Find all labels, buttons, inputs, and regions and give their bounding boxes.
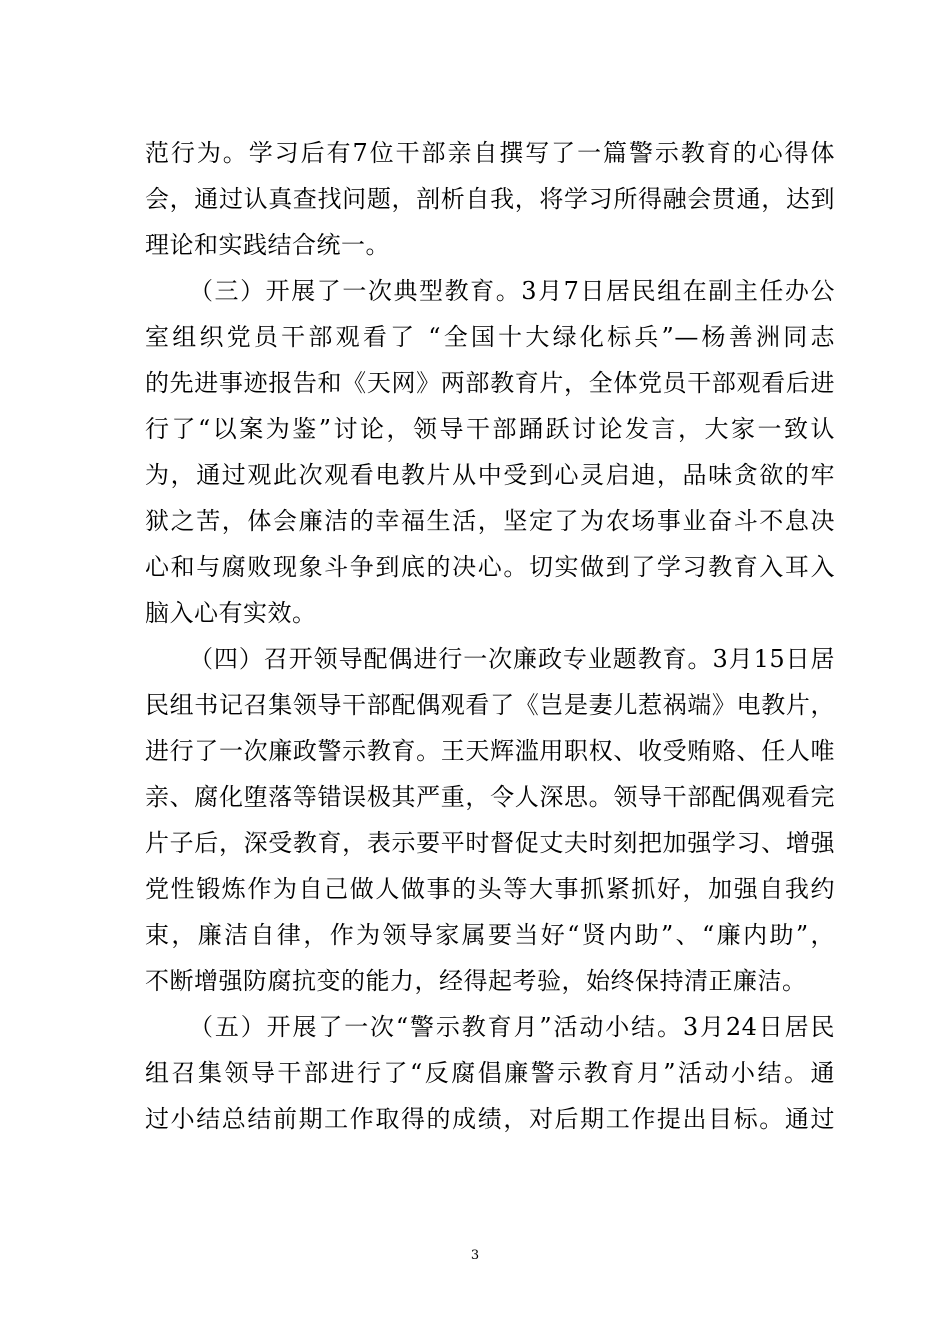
text-line: 理论和实践结合统一。 xyxy=(145,231,390,259)
body-text xyxy=(145,130,835,1142)
section-heading-line: （五）开展了一次“警示教育月”活动小结。3月24日居民 xyxy=(189,1013,835,1041)
text-line: 会，通过认真查找问题，剖析自我，将学习所得融会贯通，达到 xyxy=(145,185,835,213)
text-line: 束，廉洁自律，作为领导家属要当好“贤内助”、“廉内助”， xyxy=(145,921,835,949)
text-line: 行了“以案为鉴”讨论，领导干部踊跃讨论发言，大家一致认 xyxy=(145,415,835,443)
text-line: 室组织党员干部观看了 “全国十大绿化标兵”—杨善洲同志 xyxy=(145,323,835,351)
text-line: 脑入心有实效。 xyxy=(145,599,317,627)
text-line: 党性锻炼作为自己做人做事的头等大事抓紧抓好，加强自我约 xyxy=(145,875,835,903)
text-line: 不断增强防腐抗变的能力，经得起考验，始终保持清正廉洁。 xyxy=(145,967,807,995)
text-line: 狱之苦，体会廉洁的幸福生活，坚定了为农场事业奋斗不息决 xyxy=(145,507,835,535)
text-line: 的先进事迹报告和《天网》两部教育片，全体党员干部观看后进 xyxy=(145,369,835,397)
text-line: 亲、腐化堕落等错误极其严重，令人深思。领导干部配偶观看完 xyxy=(145,783,835,811)
page-number: 3 xyxy=(470,1248,480,1263)
text-line: 片子后，深受教育，表示要平时督促丈夫时刻把加强学习、增强 xyxy=(145,829,835,857)
section-heading-line: （四）召开领导配偶进行一次廉政专业题教育。3月15日居 xyxy=(189,645,835,673)
text-line: 过小结总结前期工作取得的成绩，对后期工作提出目标。通过 xyxy=(145,1105,835,1133)
text-line: 民组书记召集领导干部配偶观看了《岂是妻儿惹祸端》电教片， xyxy=(145,691,835,719)
text-line: 为，通过观此次观看电教片从中受到心灵启迪，品味贪欲的牢 xyxy=(145,461,835,489)
text-line: 组召集领导干部进行了“反腐倡廉警示教育月”活动小结。通 xyxy=(145,1059,835,1087)
section-heading-line: （三）开展了一次典型教育。3月7日居民组在副主任办公 xyxy=(189,277,835,305)
text-line: 心和与腐败现象斗争到底的决心。切实做到了学习教育入耳入 xyxy=(145,553,835,581)
text-line: 进行了一次廉政警示教育。王天辉滥用职权、收受贿赂、任人唯 xyxy=(145,737,835,765)
text-line: 范行为。学习后有7位干部亲自撰写了一篇警示教育的心得体 xyxy=(145,139,835,167)
